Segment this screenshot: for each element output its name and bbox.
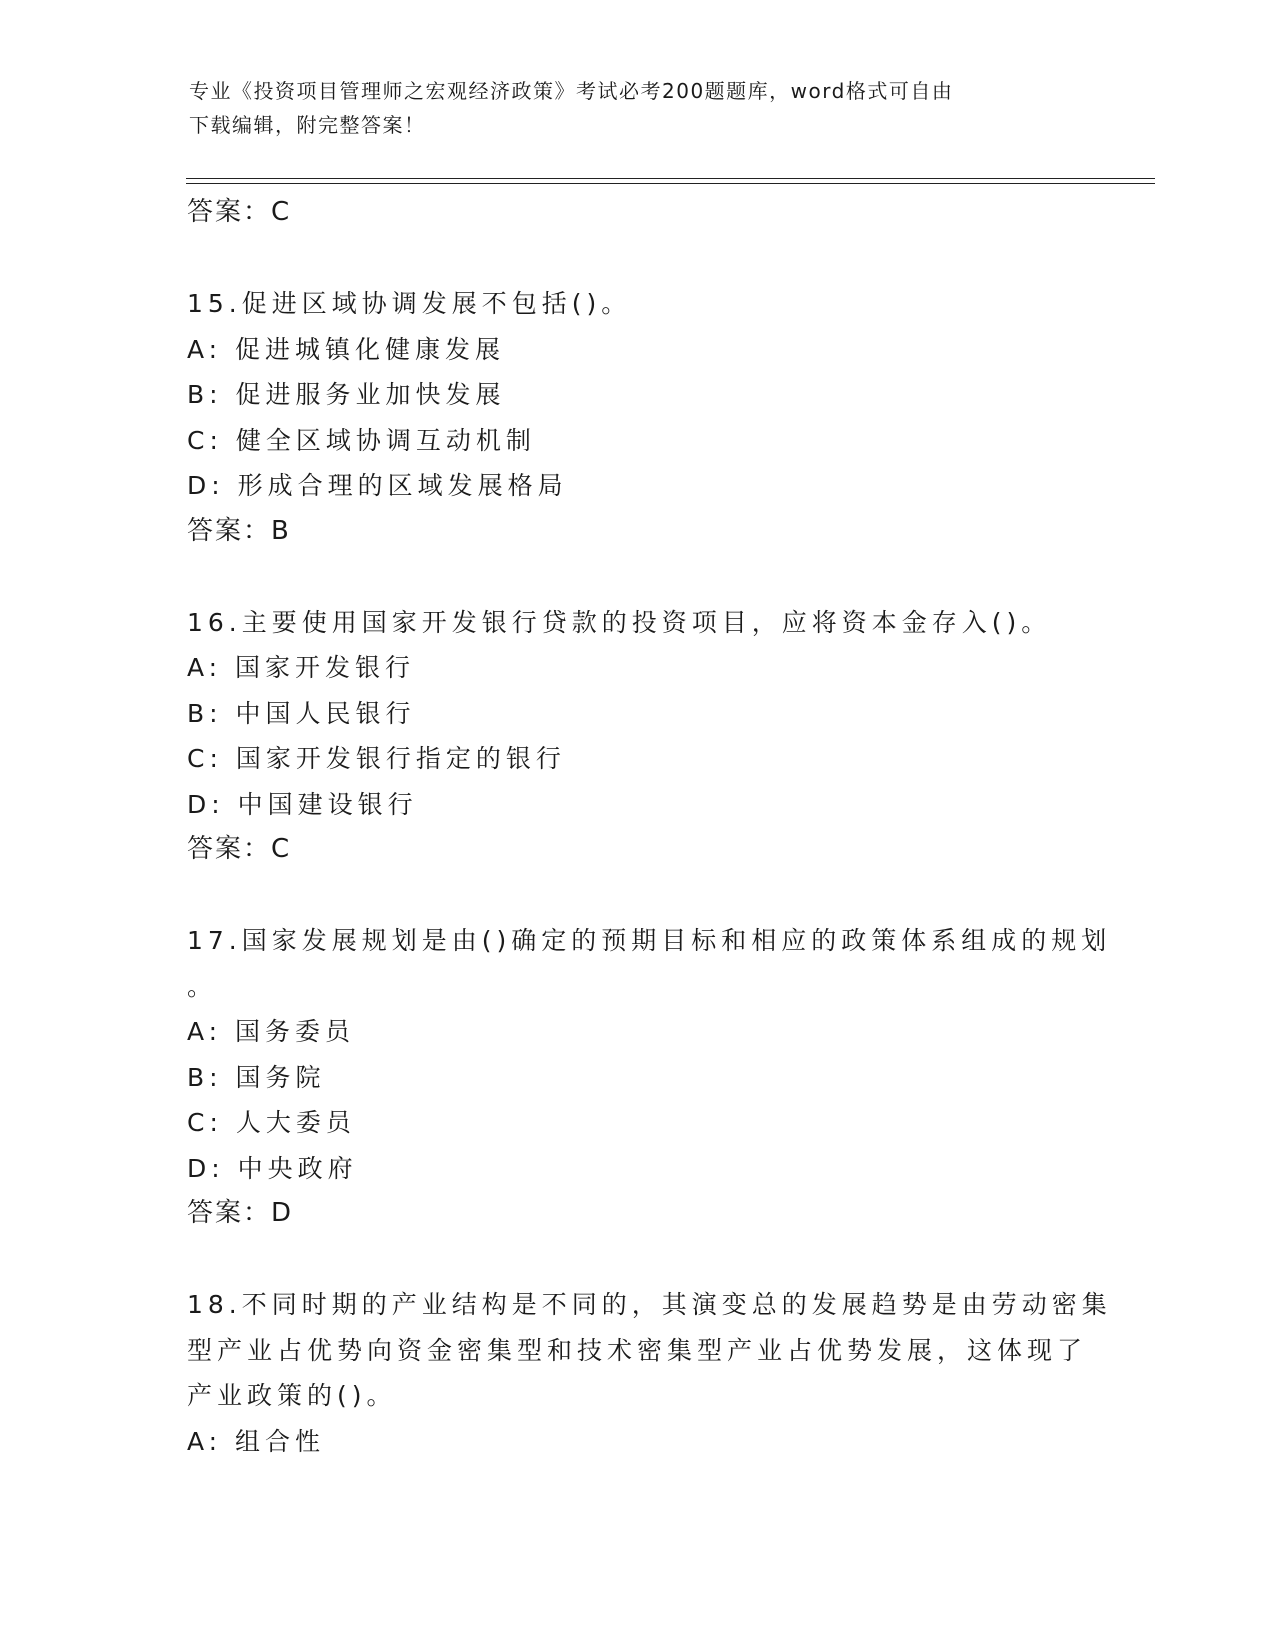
question-block [187,1282,1112,1464]
question-text [187,1282,1112,1419]
question-block [187,281,1087,554]
question-line: 16.主要使用国家开发银行贷款的投资项目，应将资本金存入()。 [187,607,1052,637]
question-block [187,600,1087,873]
document-header [189,74,1089,142]
spacer [187,873,1087,919]
option-a: A: 组合性 [187,1426,326,1456]
answer-line: 答案：D [187,1198,294,1228]
spacer [187,1237,1087,1283]
question-text [187,600,1087,646]
spacer [187,554,1087,600]
question-line: 型产业占优势向资金密集型和技术密集型产业占优势发展，这体现了 [187,1335,1088,1365]
spacer [187,236,1087,282]
answer-line: 答案：B [187,515,291,546]
option-d: D: 中国建设银行 [187,789,418,819]
option-a: A: 国家开发银行 [187,653,416,682]
answer-line: 答案：C [187,834,292,864]
option-b: B: 国务院 [187,1062,326,1092]
answer-line: 答案：C [187,197,292,227]
question-line: 15.促进区域协调发展不包括()。 [187,289,632,318]
header-rule-top [186,178,1155,179]
option-d: D: 中央政府 [187,1153,358,1183]
question-line: 产业政策的()。 [187,1381,397,1410]
header-rule-bottom [186,183,1155,184]
question-line: 18.不同时期的产业结构是不同的，其演变总的发展趋势是由劳动密集 [187,1290,1112,1319]
question-line: 。 [187,971,218,1001]
option-a: A: 促进城镇化健康发展 [187,334,506,364]
header-line-2: 下载编辑，附完整答案！ [189,113,426,137]
option-c: C: 国家开发银行指定的银行 [187,744,566,773]
question-line: 17.国家发展规划是由()确定的预期目标和相应的政策体系组成的规划 [187,926,1112,955]
question-block [187,918,1112,1237]
option-d: D: 形成合理的区域发展格局 [187,471,568,500]
option-b: B: 促进服务业加快发展 [187,380,506,409]
option-c: C: 健全区域协调互动机制 [187,425,536,455]
option-a: A: 国务委员 [187,1017,356,1046]
question-text [187,918,1112,1009]
question-text [187,281,1087,327]
option-c: C: 人大委员 [187,1108,356,1137]
document-body [187,190,1112,1464]
option-b: B: 中国人民银行 [187,698,416,728]
header-line-1: 专业《投资项目管理师之宏观经济政策》考试必考200题题库，word格式可自由 [189,79,954,103]
